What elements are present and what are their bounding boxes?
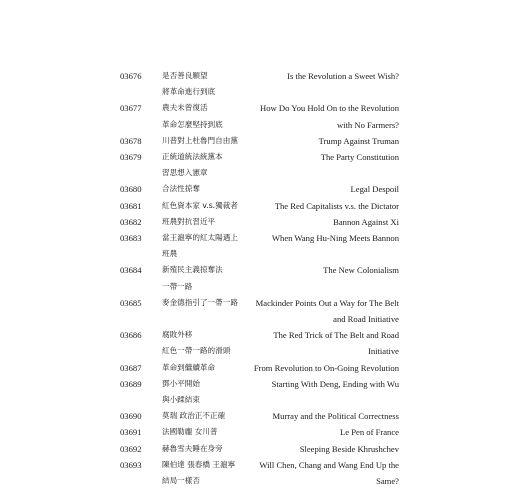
entry-number: 03680 bbox=[120, 184, 142, 195]
english-title: When Wang Hu-Ning Meets Bannon bbox=[271, 233, 399, 243]
english-title: From Revolution to On-Going Revolution bbox=[253, 362, 399, 373]
entry-number: 03681 bbox=[120, 200, 142, 211]
chinese-title: 川普對上杜魯門自由黨 bbox=[162, 135, 238, 145]
chinese-title: 正統道統法統黨本 bbox=[162, 152, 223, 161]
chinese-title: 一帶一路 bbox=[162, 281, 193, 291]
entry-number: 03682 bbox=[120, 216, 142, 227]
chinese-title: 與小蹂結束 bbox=[162, 395, 200, 404]
entry-number: 03693 bbox=[120, 459, 142, 470]
english-title: The Party Constitution bbox=[320, 152, 399, 162]
chinese-title: 莫瑞 政治正不正確 bbox=[162, 411, 226, 421]
entry-number: 03690 bbox=[120, 411, 142, 422]
entry-line bbox=[0, 68, 520, 84]
entry-line bbox=[0, 311, 520, 327]
chinese-title: 法國勒龐 女川普 bbox=[162, 427, 218, 437]
english-title: Murray and the Political Correctness bbox=[272, 411, 399, 422]
entry-line bbox=[0, 100, 520, 116]
english-title: Bannon Against Xi bbox=[333, 216, 399, 227]
english-title: The Red Trick of The Belt and Road bbox=[273, 330, 399, 341]
entry-number: 03678 bbox=[120, 135, 142, 146]
entry-line bbox=[0, 279, 520, 295]
entry-number: 03679 bbox=[120, 152, 142, 162]
english-title: with No Farmers? bbox=[336, 119, 399, 130]
english-title: Le Pen of France bbox=[340, 427, 399, 438]
chinese-title: 班農 bbox=[162, 249, 178, 259]
chinese-title: 農夫未曾復活 bbox=[162, 103, 208, 113]
english-title: How Do You Hold On to the Revolution bbox=[260, 103, 399, 114]
english-title: Legal Despoil bbox=[350, 184, 399, 195]
entry-line bbox=[0, 327, 520, 343]
entry-line bbox=[0, 424, 520, 440]
chinese-title: 赫魯雪夫睡在身旁 bbox=[162, 443, 223, 453]
entry-number: 03687 bbox=[120, 362, 142, 373]
entry-number: 03689 bbox=[120, 378, 142, 389]
english-title: Initiative bbox=[367, 346, 399, 357]
chinese-title: 結局一樣否 bbox=[162, 476, 200, 485]
entry-line bbox=[0, 295, 520, 311]
entry-line bbox=[0, 181, 520, 197]
entry-line bbox=[0, 408, 520, 424]
chinese-title: 革命到繼續革命 bbox=[162, 362, 216, 372]
chinese-title: 將革命進行到底 bbox=[162, 87, 216, 97]
entry-line bbox=[0, 214, 520, 230]
entry-line bbox=[0, 262, 520, 278]
entry-line bbox=[0, 133, 520, 149]
entry-line bbox=[0, 230, 520, 246]
english-title: The Red Capitalists v.s. the Dictator bbox=[274, 200, 399, 211]
chinese-title: 鄧小平開始 bbox=[162, 378, 200, 388]
entry-line bbox=[0, 343, 520, 359]
chinese-title: 是否善良願望 bbox=[162, 71, 208, 80]
english-title: Is the Revolution a Sweet Wish? bbox=[287, 71, 399, 81]
english-title: Starting With Deng, Ending with Wu bbox=[271, 378, 399, 389]
chinese-title: 新殖民主義掠奪法 bbox=[162, 265, 223, 275]
entry-line bbox=[0, 165, 520, 181]
entry-number: 03691 bbox=[120, 427, 142, 438]
entry-line bbox=[0, 117, 520, 133]
english-title: and Road Initiative bbox=[333, 314, 399, 324]
entry-line bbox=[0, 376, 520, 392]
english-title: Same? bbox=[376, 476, 399, 486]
entry-number: 03684 bbox=[120, 265, 142, 276]
entry-line bbox=[0, 441, 520, 457]
chinese-title: 合法性掠奪 bbox=[162, 184, 200, 194]
english-title: Trump Against Truman bbox=[318, 135, 399, 146]
english-title: Sleeping Beside Khrushchev bbox=[299, 443, 399, 454]
entry-line bbox=[0, 246, 520, 262]
entry-line bbox=[0, 84, 520, 100]
english-title: Will Chen, Chang and Wang End Up the bbox=[259, 459, 399, 470]
entry-number: 03686 bbox=[120, 330, 142, 341]
entry-number: 03677 bbox=[120, 103, 142, 114]
chinese-title: 陳伯達 張春橋 王滬寧 bbox=[162, 459, 236, 469]
chinese-title: 紅色資本家 v.s.獨裁者 bbox=[162, 200, 238, 210]
english-title: The New Colonialism bbox=[323, 265, 399, 276]
chinese-title: 紅色一帶一路的滑頭 bbox=[162, 346, 231, 356]
entry-number: 03683 bbox=[120, 233, 142, 243]
chinese-title: 腐敗外移 bbox=[162, 330, 193, 340]
chinese-title: 革命怎麼堅持到底 bbox=[162, 119, 223, 129]
entry-line bbox=[0, 360, 520, 376]
chinese-title: 當王滬寧的紅太陽遇上 bbox=[162, 233, 238, 242]
entry-number: 03685 bbox=[120, 297, 142, 308]
chinese-title: 習思想入憲章 bbox=[162, 168, 208, 178]
entry-number: 03692 bbox=[120, 443, 142, 454]
english-title: Mackinder Points Out a Way for The Belt bbox=[255, 297, 399, 308]
entry-line bbox=[0, 198, 520, 214]
entry-line bbox=[0, 457, 520, 473]
chinese-title: 麥金德指引了一帶一路 bbox=[162, 297, 238, 307]
entry-line bbox=[0, 392, 520, 408]
chinese-title: 班農對抗習近平 bbox=[162, 216, 216, 226]
entry-number: 03676 bbox=[120, 71, 142, 81]
entry-line bbox=[0, 473, 520, 489]
entry-line bbox=[0, 149, 520, 165]
